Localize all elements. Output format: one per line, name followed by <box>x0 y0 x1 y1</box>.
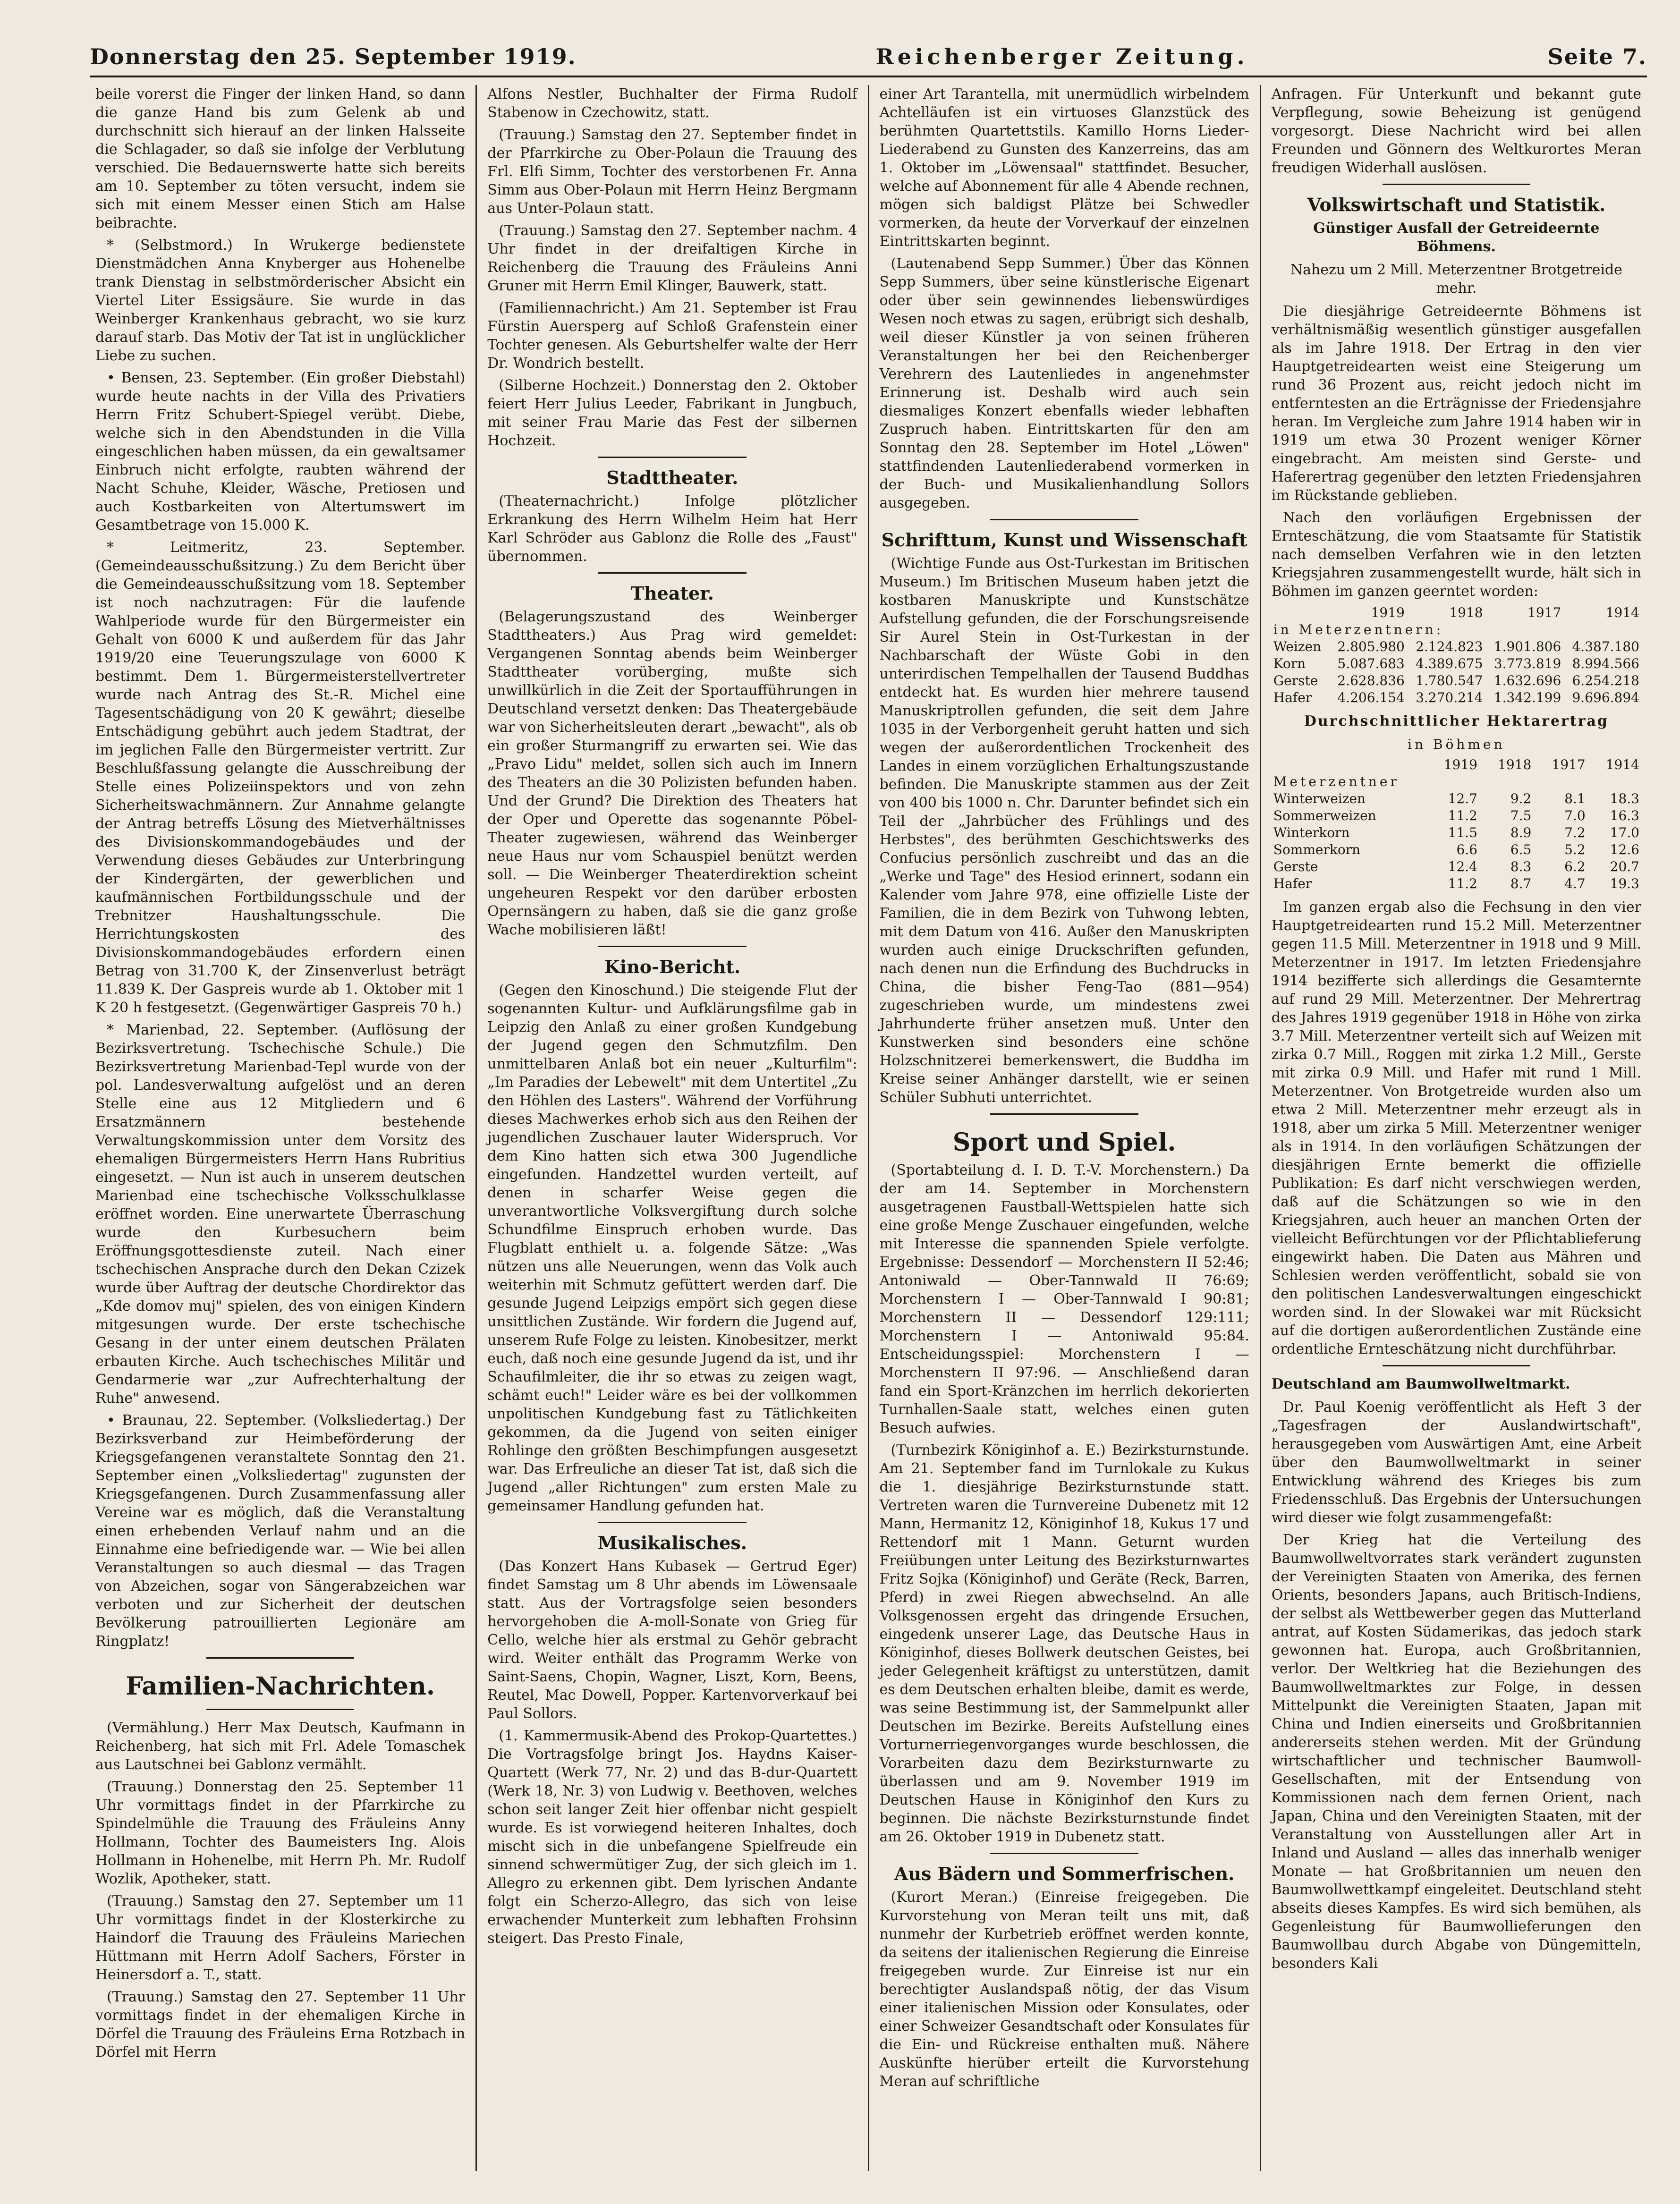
table-cell: Gerste <box>1273 673 1318 688</box>
column-1 <box>85 85 477 2171</box>
article-paragraph: * Leitmeritz, 23. September. (Gemeindeausschußsitzung.) Zu dem Bericht über die Gemeindeausschußsitzung vom 18. September ist noch nachzutragen: Für die laufende Wahlperiode wurde für den Bürgermeister ein Gehalt von 6000 K und außerdem für das Jahr 1919/20 eine Teuerungszulage von 6000 K bestimmt. Dem 1. Bürgermeisterstellvertreter wurde nach Antrag des St.-R. Michel eine Tagesentschädigung von 20 K gewährt; dieselbe Entschädigung gebührt auch jedem Stadtrat, der im jeglichen Falle den Bürgermeister vertritt. Zur Beschlußfassung gelangte die Ausschreibung der Stelle eines Polizeiinspektors und von zehn Sicherheitswachmännern. Zur Annahme gelangte der Antrag betreffs Lösung des Mietverhältnisses des Divisionskommandogebäudes und der Verwendung dieses Gebäudes zur Unterbringung der Kindergärten, der gewerblichen und kaufmännischen Fortbildungsschule und der Trebnitzer Haushaltungsschule. Die Herrichtungskosten des Divisionskommandogebäudes erfordern einen Betrag von 31.700 K, der Zinsenverlust beträgt 11.839 K. Der Gaspreis wurde ab 1. Oktober mit 1 K 20 h festgesetzt. (Gegenwärtiger Gaspreis 70 h.) <box>95 539 466 1016</box>
article-paragraph: (Theaternachricht.) Infolge plötzlicher Erkrankung des Herrn Wilhelm Heim hat Herr Karl Schröder aus Gablonz die Rolle des „Faust" übernommen. <box>487 493 857 565</box>
table-cell: 2.628.836 <box>1337 673 1405 688</box>
table-cell: 7.2 <box>1564 825 1586 840</box>
table-header-row <box>1272 604 1641 621</box>
article-paragraph: (Lautenabend Sepp Summer.) Über das Können Sepp Summers, über seine künstlerische Eigenart oder über sein gewinnendes liebenswürdiges Wesen noch etwas zu sagen, erübrigt sich deshalb, weil dieser Künstler ja von seinen früheren Veranstaltungen her bei den Reichenberger Verehrern des Lautenliedes in angenehmster Erinnerung ist. Deshalb wird auch sein diesmaliges Konzert ebenfalls wieder lebhaften Zuspruch haben. Eintrittskarten für den am Sonntag den 28. September im Hotel „Löwen" stattfindenden Lautenliederabend vormerken in der Buch- und Musikalienhandlung Sollors ausgegeben. <box>879 255 1249 511</box>
table-row <box>1272 790 1641 807</box>
table-row <box>1272 638 1641 655</box>
table-cell: 18.3 <box>1610 791 1639 806</box>
harvest-table <box>1272 604 1641 706</box>
section-heading-volkswirtschaft: Volkswirtschaft und Statistik. <box>1307 194 1606 215</box>
section-heading-stadttheater: Stadttheater. <box>606 467 738 488</box>
table-row <box>1272 841 1641 858</box>
table-subtitle: in Böhmen <box>1408 737 1505 752</box>
table-cell: 6.2 <box>1564 859 1586 874</box>
article-paragraph: (Trauung.) Samstag den 27. September 11 Uhr vormittags findet in der ehemaligen Kirche in Dörfel die Trauung des Fräuleins Erna Rotzbach in Dörfel mit Herrn <box>95 1989 466 2060</box>
table-cell: 4.7 <box>1564 876 1586 891</box>
table-cell: Hafer <box>1273 876 1312 891</box>
article-paragraph: beile vorerst die Finger der linken Hand, so dann die ganze Hand bis zum Gelenk ab und durchschnitt sich hierauf an der linken Halsseite die Schlagader, so daß sie infolge der Verblutung verschied. Die Bedauernswerte hatte sich bereits am 10. September zu töten versucht, indem sie sich mit einem Messer einen Stich am Halse beibrachte. <box>95 86 466 231</box>
article-paragraph: (Familiennachricht.) Am 21. September ist Frau Fürstin Auersperg auf Schloß Grafenstein einer Tochter genesen. Als Geburtshelfer walte der Herr Dr. Wondrich bestellt. <box>487 300 857 372</box>
article-paragraph: Die diesjährige Getreideernte Böhmens ist verhältnismäßig wesentlich günstiger ausgefallen als im Jahre 1918. Der Ertrag in den vier Hauptgetreidearten weist eine Steigerung um rund 36 Prozent aus, reicht jedoch nicht im entferntesten an die Erträgnisse der Friedensjahre heran. Im Vergleiche zum Jahre 1914 haben wir in 1919 um etwa 30 Prozent weniger Körner eingebracht. Am meisten sind Gerste- und Haferertrag gegenüber den letzten Friedensjahren im Rückstande geblieben. <box>1271 303 1641 504</box>
article-paragraph: einer Art Tarantella, mit unermüdlich wirbelndem Achtelläufen ist ein virtuoses Glanzstück des berühmten Quartettstils. Kamillo Horns Lieder-Liederabend zu Gunsten des Kanzerreins, das am 1. Oktober im „Löwensaal" stattfindet. Besucher, welche auf Abonnement für alle 4 Abende rechnen, mögen sich baldigst Plätze bei Schwedler vormerken, da heute der Vorverkauf der einzelnen Eintrittskarten beginnt. <box>879 86 1249 250</box>
table-header-cell: 1917 <box>1552 757 1586 772</box>
table-row <box>1272 807 1641 824</box>
article-paragraph: (Trauung.) Samstag den 27. September nachm. 4 Uhr findet in der dreifaltigen Kirche in Reichenberg die Trauung des Fräuleins Anni Gruner mit Herrn Emil Klinger, Bauwerk, statt. <box>487 222 857 294</box>
table-cell: 3.773.819 <box>1493 656 1561 671</box>
article-paragraph: (Trauung.) Donnerstag den 25. September 11 Uhr vormittags findet in der Pfarrkirche zu Spindelmühle die Trauung des Fräuleins Anny Hollmann, Tochter des Baumeisters Ing. Alois Hollmann in Hohenelbe, mit Herrn Ph. Mr. Rudolf Wozlik, Apotheker, statt. <box>95 1779 466 1887</box>
table-title: Durchschnittlicher Hektarertrag <box>1304 713 1609 729</box>
section-divider <box>206 1709 354 1710</box>
table-row <box>1272 672 1641 689</box>
table-cell: Winterkorn <box>1273 825 1350 840</box>
table-cell: 16.3 <box>1610 808 1639 823</box>
table-cell: 17.0 <box>1610 825 1639 840</box>
article-headline: Deutschland am Baumwollweltmarkt. <box>1271 1376 1570 1392</box>
table-cell: 11.2 <box>1448 808 1477 823</box>
table-cell: 7.5 <box>1510 808 1532 823</box>
article-paragraph: (Silberne Hochzeit.) Donnerstag den 2. Oktober feiert Herr Julius Leeder, Fabrikant in Jungbuch, mit seiner Frau Marie das Fest der silbernen Hochzeit. <box>487 377 857 449</box>
article-paragraph: • Bensen, 23. September. (Ein großer Diebstahl) wurde heute nachts in der Villa des Privatiers Herrn Fritz Schubert-Spiegel verübt. Diebe, welche sich in den Abendstunden in die Villa eingeschlichen haben müssen, da ein gewaltsamer Einbruch nicht erfolgte, raubten während der Nacht Schuhe, Kleider, Wäsche, Pretiosen und auch Kostbarkeiten von Altertumswert im Gesamtbetrage von 15.000 K. <box>95 370 466 534</box>
section-heading-musik: Musikalisches. <box>597 1532 747 1553</box>
table-cell: 19.3 <box>1610 876 1639 891</box>
article-columns <box>85 85 1652 2171</box>
table-row <box>1272 875 1641 892</box>
article-paragraph: * (Selbstmord.) In Wrukerge bedienstete Dienstmädchen Anna Knyberger aus Hohenelbe trank Dienstag in selbstmörderischer Absicht ein Viertel Liter Essigsäure. Sie wurde in das Weinberger Krankenhaus gebracht, wo sie kurz darauf starb. Das Motiv der Tat ist in unglücklicher Liebe zu suchen. <box>95 237 466 364</box>
article-paragraph: (Das Konzert Hans Kubasek — Gertrud Eger) findet Samstag um 8 Uhr abends im Löwensaale statt. Aus der Vortragsfolge seien besonders hervorgehoben die A-moll-Sonate von Grieg für Cello, welche hier als erstmal zu Gehör gebracht wird. Weiter enthält das Programm Werke von Saint-Saens, Chopin, Wagner, Liszt, Korn, Beens, Reutel, Mac Dowell, Popper. Kartenvorverkauf bei Paul Sollors. <box>487 1558 857 1722</box>
table-cell: 9.2 <box>1510 791 1532 806</box>
section-divider <box>1383 1365 1530 1366</box>
section-divider <box>990 519 1138 520</box>
article-paragraph: (Belagerungszustand des Weinberger Stadttheaters.) Aus Prag wird gemeldet: Vergangenen Sonntag abends beim Weinberger Stadttheater vorüberging, mußte sich unwillkürlich in die Zeit der Sportaufführungen in Deutschland versetzt denken: Das Theatergebäude war von Sicherheitsleuten derart „bewacht", als ob ein großer Sturmangriff zu erwarten sei. Wie das „Pravo Lidu" meldet, sollen sich auch im Innern des Theaters an die 30 Polizisten befunden haben. Und der Grund? Die Direktion des Theaters hat der Oper und Operette das sogenannte Pöbel-Theater zugewiesen, während das Weinberger neue Haus nur vom Schauspiel benützt werden soll. — Die Weinberger Theaterdirektion scheint ungeheuren Respekt vor den darüber erbosten Opernsängern zu haben, daß sie die ganz große Wache mobilisieren läßt! <box>487 609 857 938</box>
table-cell: 12.7 <box>1448 791 1477 806</box>
article-paragraph: (Wichtige Funde aus Ost-Turkestan im Britischen Museum.) Im Britischen Museum haben jetzt die kostbaren Manuskripte und Kunstschätze Aufstellung gefunden, die der Forschungsreisende Sir Aurel Stein in Ost-Turkestan in der Nachbarschaft der Wüste Gobi in den unterirdischen Tempelhallen der Tausend Buddhas entdeckt hat. Es wurden hier mehrere tausend Manuskriptrollen gefunden, die seit dem Jahre 1035 in der Verborgenheit geruht hatten und sich wegen der außerordentlichen Trockenheit des Landes in einem vorzüglichen Erhaltungszustande befinden. Die Manuskripte stammen aus der Zeit von 400 bis 1000 n. Chr. Darunter befindet sich ein Teil der „Jahrbücher des Frühlings und des Herbstes", des berühmten Geschichtswerks des Confucius persönlich zuschreibt und das an die „Werke und Tage" des Hesiod erinnert, sodann ein Kalender vom Jahre 978, eine offizielle Liste der Familien, die in dem Bezirk von Tuhwong lebten, mit dem Datum von 416. Außer den Manuskripten wurden auch einige Druckschriften gefunden, nach denen nun die Erfindung des Buchdrucks in China, die bisher Feng-Tao (881—954) zugeschrieben wurde, um mindestens zwei Jahrhunderte früher ansetzen muß. Unter den Kunstwerken sind besonders eine schöne Holzschnitzerei bemerkenswert, die Buddha im Kreise seiner Anhänger darstellt, wie er seinen Schüler Subhuti unterrichtet. <box>879 555 1249 1106</box>
article-paragraph: Im ganzen ergab also die Fechsung in den vier Hauptgetreidearten rund 15.2 Mill. Meterzentner gegen 11.5 Mill. Meterzentner in 1918 und 9 Mill. Meterzentner in 1917. Im letzten Friedensjahre 1914 bezifferte sich allerdings die Gesamternte auf rund 29 Mill. Meterzentner. Der Mehrertrag des Jahres 1919 gegenüber 1918 in Höhe von zirka 3.7 Mill. Meterzentner verteilt sich auf Weizen mit zirka 0.7 Mill., Roggen mit zirka 1.2 Mill., Gerste mit zirka 0.9 Mill. und Hafer mit rund 1 Mill. Meterzentner. Von Brotgetreide wurden also um etwa 2 Mill. Meterzentner mehr erzeugt als in 1918, aber um zirka 5 Mill. Meterzentner weniger als in 1914. In den vorläufigen Schätzungen der diesjährigen Ernte bemerkt die offizielle Publikation: Es darf nicht verschwiegen werden, daß auf die Schätzungen so wie in den Kriegsjahren, auch heuer an manchen Orten der vielleicht Befürchtungen vor der Pflichtablieferung eingewirkt haben. Die Daten aus Mähren und Schlesien werden veröffentlicht, sobald sie von den politischen Landesverwaltungen eingeschickt worden sind. In der Slowakei war mit Rücksicht auf die dortigen außerordentlichen Zustände eine ordentliche Ernteschätzung nicht durchführbar. <box>1271 899 1641 1357</box>
table-cell: Gerste <box>1273 859 1318 874</box>
article-paragraph: (Vermählung.) Herr Max Deutsch, Kaufmann in Reichenberg, hat sich mit Frl. Adele Tomaschek aus Lautschnei bei Gablonz vermählt. <box>95 1720 466 1773</box>
table-cell: 4.389.675 <box>1416 656 1483 671</box>
section-divider <box>990 1853 1138 1854</box>
article-paragraph: Der Krieg hat die Verteilung des Baumwollweltvorrates stark verändert zugunsten der Vereinigten Staaten von Amerika, des fernen Orients, besonders Japans, auch Britisch-Indiens, der selbst als Wettbewerber gegen das Mutterland antrat, auf Kosten Südamerikas, das jedoch stark gewonnen hat. Europa, auch Großbritannien, verlor. Der Weltkrieg hat die Beziehungen des Baumwollweltmarktes zur Folge, in dessen Mittelpunkt die Vereinigten Staaten, Japan mit China und Indien einerseits und Großbritannien andererseits stehen werden. Mit der Gründung wirtschaftlicher und technischer Baumwoll-Gesellschaften, mit der Entsendung von Kommissionen nach dem fernen Orient, nach Japan, China und den Vereinigten Staaten, mit der Veranstaltung von Ausstellungen aller Art in Inland und Ausland — alles das innerhalb weniger Monate — hat Großbritannien um neuen den Baumwollwettkampf eingeleitet. Deutschland steht abseits dieses Kampfes. Es wird sich bemühen, als Gegenleistung für Baumwollieferungen den Baumwollbau durch Abgabe von Düngemitteln, besonders Kali <box>1271 1532 1641 1972</box>
article-paragraph: (Trauung.) Samstag den 27. September findet in der Pfarrkirche zu Ober-Polaun die Trauung des Frl. Elfi Simm, Tochter des verstorbenen Fr. Anna Simm aus Ober-Polaun mit Herrn Heinz Bergmann aus Unter-Polaun statt. <box>487 127 857 217</box>
table-cell: 5.2 <box>1564 842 1586 857</box>
table-cell: 7.0 <box>1564 808 1586 823</box>
table-row <box>1272 858 1641 875</box>
table-row <box>1272 655 1641 672</box>
table-cell: 6.254.218 <box>1572 673 1639 688</box>
page-header <box>90 38 1647 77</box>
article-subheadline: Nahezu um 2 Mill. Meterzentner Brotgetreide mehr. <box>1290 262 1622 297</box>
table-header-row <box>1272 756 1641 773</box>
section-heading-kino: Kino-Bericht. <box>604 956 741 977</box>
article-headline: Günstiger Ausfall der Getreideernte Böhmens. <box>1313 220 1600 255</box>
section-divider <box>598 457 746 458</box>
table-cell: 4.387.180 <box>1572 639 1639 654</box>
section-divider <box>1383 184 1530 185</box>
article-paragraph: (Kurort Meran.) (Einreise freigegeben. Die Kurvorstehung von Meran teilt uns mit, daß nunmehr der Kurbetrieb eröffnet werden konnte, da seitens der italienischen Regierung die Einreise freigegeben wurde. Zur Einreise ist nur ein berechtigter Auslandspaß nötig, der das Visum einer italienischen Mission oder Konsulates, oder einer Schweizer Gesandtschaft oder Konsulates für die Ein- und Rückreise enthalten muß. Nähere Auskünfte hierüber erteilt die Kurvorstehung Meran auf schriftliche <box>879 1889 1249 2090</box>
table-cell: 8.1 <box>1564 791 1586 806</box>
article-paragraph: (Sportabteilung d. I. D. T.-V. Morchenstern.) Da der am 14. September in Morchenstern ausgetragenen Faustball-Wettspielen hatte sich eine große Menge Zuschauer eingefunden, welche mit Interesse die spannenden Spiele verfolgte. Ergebnisse: Dessendorf — Morchenstern II 52:46; Antoniwald — Ober-Tannwald II 76:69; Morchenstern I — Ober-Tannwald I 90:81; Morchenstern II — Dessendorf 129:111; Morchenstern I — Antoniwald 95:84. Entscheidungsspiel: Morchenstern I — Morchenstern II 97:96. — Anschließend daran fand ein Sport-Kränzchen im herrlich dekorierten Turnhallen-Saale statt, welches einen guten Besuch aufwies. <box>879 1162 1249 1436</box>
section-divider <box>598 946 746 947</box>
article-paragraph: Anfragen. Für Unterkunft und bekannt gute Verpflegung, sowie Beheizung ist genügend vorgesorgt. Diese Nachricht wird bei allen Freunden und Gönnern des Weltkurortes Meran freudigen Widerhall auslösen. <box>1271 86 1641 176</box>
section-heading-baeder: Aus Bädern und Sommerfrischen. <box>894 1863 1235 1884</box>
table-cell: Sommerkorn <box>1273 842 1361 857</box>
table-row <box>1272 824 1641 841</box>
table-caption: Meterzentner <box>1273 774 1400 789</box>
table-cell: Korn <box>1273 656 1306 671</box>
table-cell: 11.5 <box>1448 825 1477 840</box>
column-4 <box>1261 85 1652 2171</box>
table-header-cell: 1914 <box>1605 757 1639 772</box>
table-cell: 8.3 <box>1510 859 1532 874</box>
table-cell: Weizen <box>1273 639 1322 654</box>
article-paragraph: (1. Kammermusik-Abend des Prokop-Quartettes.) Die Vortragsfolge bringt Jos. Haydns Kaiser-Quartett (Werk 77, Nr. 2) und das B-dur-Quartett (Werk 18, Nr. 3) von Ludwig v. Beethoven, welches schon seit langer Zeit hier offenbar nicht gespielt wurde. Es ist vorwiegend heiteren Inhaltes, doch mischt sich in die unbefangene Spielfreude ein sinnend schwermütiger Zug, der sich gleich im 1. Allegro zu erkennen gibt. Dem lyrischen Andante folgt ein Scherzo-Allegro, das sich von leise erwachender Munterkeit zum lebhaften Frohsinn steigert. Das Presto Finale, <box>487 1728 857 1947</box>
table-cell: 2.805.980 <box>1337 639 1405 654</box>
column-2 <box>477 85 869 2171</box>
section-divider <box>598 572 746 574</box>
table-header-cell: 1914 <box>1605 605 1639 620</box>
table-header-cell: 1917 <box>1527 605 1561 620</box>
newspaper-title: Reichenberger Zeitung. <box>875 44 1248 69</box>
table-header-cell: 1919 <box>1443 757 1477 772</box>
table-cell: 8.7 <box>1510 876 1532 891</box>
table-cell: 1.901.806 <box>1493 639 1561 654</box>
article-paragraph: (Turnbezirk Königinhof a. E.) Bezirksturnstunde. Am 21. September fand im Turnlokale zu Kukus die 1. diesjährige Bezirksturnstunde statt. Vertreten waren die Turnvereine Dubenetz mit 12 Mann, Hermanitz 12, Königinhof 18, Kukus 17 und Rettendorf mit 1 Mann. Geturnt wurden Freiübungen unter Leitung des Bezirksturnwartes Fritz Sojka (Königinhof) und Geräte (Reck, Barren, Pferd) in zwei Riegen abwechselnd. An alle Volksgenossen ergeht das dringende Ersuchen, eingedenk unserer Lage, das Deutsche Haus in Königinhof, dieses Bollwerk deutschen Geistes, bei jeder Gelegenheit kräftigst zu unterstützen, damit es dem Deutschen erhalten bleibe, damit es werde, was seine Bestimmung ist, der Sammelpunkt aller Deutschen im Bezirke. Bereits Aufstellung eines Vorturnerriegenvorganges wurde beschlossen, die Vorarbeiten dazu dem Bezirksturnwarte zu überlassen und am 9. November 1919 im Deutschen Hause in Königinhof den Kurs zu beginnen. Die nächste Bezirksturnstunde findet am 26. Oktober 1919 in Dubenetz statt. <box>879 1442 1249 1845</box>
table-header-cell: 1918 <box>1449 605 1483 620</box>
table-cell: 2.124.823 <box>1416 639 1483 654</box>
article-paragraph: (Trauung.) Samstag den 27. September um 11 Uhr vormittags findet in der Klosterkirche zu Haindorf die Trauung des Fräuleins Mariechen Hüttmann mit Herrn Adolf Sachers, Förster in Heinersdorf a. T., statt. <box>95 1893 466 1983</box>
section-heading-sport: Sport und Spiel. <box>952 1128 1176 1157</box>
table-header-cell: 1919 <box>1371 605 1405 620</box>
table-cell: 5.087.683 <box>1337 656 1405 671</box>
section-divider <box>206 1657 354 1659</box>
article-paragraph: * Marienbad, 22. September. (Auflösung der Bezirksvertretung. Tschechische Schule.) Die Bezirksvertretung Marienbad-Tepl wurde von der pol. Landesverwaltung aufgelöst und an deren Stelle eine aus 12 Mitgliedern und 6 Ersatzmännern bestehende Verwaltungskommission unter dem Vorsitz des ehemaligen Bürgermeisters Herrn Hans Rubritius eingesetzt. — Nun ist auch in unserem deutschen Marienbad eine tschechische Volksschulklasse eröffnet worden. Eine unerwartete Überraschung wurde den Kurbesuchern beim Eröffnungsgottesdienste zuteil. Nach einer tschechischen Ansprache durch den Dekan Czizek wurde über Auftrag der deutsche Chordirektor das „Kde domov muj" spielen, des von einigen Kindern mitgesungen wurde. Der erste tschechische Gesang in der unter einem deutschen Prälaten erbauten Kirche. Auch tschechisches Militär und Gendarmerie war „zur Aufrechterhaltung der Ruhe" anwesend. <box>95 1022 466 1407</box>
header-date: Donnerstag den 25. September 1919. <box>90 44 577 69</box>
yield-table <box>1272 756 1641 892</box>
article-paragraph: Dr. Paul Koenig veröffentlicht als Heft 3 der „Tagesfragen der Auslandwirtschaft", herausgegeben vom Auswärtigen Amt, eine Arbeit über den Baumwollweltmarkt in seiner Entwicklung während des Krieges bis zum Friedensschluß. Das Ergebnis der Untersuchungen wird dieser wie folgt zusammengefaßt: <box>1271 1399 1641 1526</box>
table-cell: Winterweizen <box>1273 791 1366 806</box>
section-heading-theater: Theater. <box>630 583 714 604</box>
table-cell: 12.6 <box>1610 842 1639 857</box>
section-heading-schrifttum: Schrifttum, Kunst und Wissenschaft <box>881 529 1247 551</box>
table-cell: 9.696.894 <box>1572 690 1639 705</box>
table-cell: 11.2 <box>1448 876 1477 891</box>
table-cell: 1.342.199 <box>1493 690 1561 705</box>
table-cell: Hafer <box>1273 690 1312 705</box>
table-cell: 1.632.696 <box>1493 673 1561 688</box>
table-cell: 6.5 <box>1510 842 1532 857</box>
page-number: Seite 7. <box>1547 44 1647 69</box>
article-paragraph: Alfons Nestler, Buchhalter der Firma Rudolf Stabenow in Czechowitz, statt. <box>487 86 857 121</box>
table-row <box>1272 689 1641 706</box>
article-paragraph: Nach den vorläufigen Ergebnissen der Ernteschätzung, die vom Staatsamte für Statistik nach demselben Verfahren wie in den letzten Kriegsjahren zusammengestellt wurde, hält sich in Böhmen im ganzen geerntet worden: <box>1271 509 1641 600</box>
table-cell: 8.994.566 <box>1572 656 1639 671</box>
table-cell: 20.7 <box>1610 859 1639 874</box>
table-header-cell: 1918 <box>1498 757 1532 772</box>
table-cell: 6.6 <box>1456 842 1477 857</box>
column-3 <box>869 85 1261 2171</box>
table-cell: 4.206.154 <box>1337 690 1405 705</box>
table-cell: 8.9 <box>1510 825 1532 840</box>
section-heading-family-news: Familien-Nachrichten. <box>126 1672 435 1701</box>
table-cell: Sommerweizen <box>1273 808 1376 823</box>
table-cell: 3.270.214 <box>1416 690 1483 705</box>
table-caption: in Meterzentnern: <box>1273 622 1444 637</box>
table-cell: 12.4 <box>1448 859 1477 874</box>
table-cell: 1.780.547 <box>1416 673 1483 688</box>
article-paragraph: (Gegen den Kinoschund.) Die steigende Flut der sogenannten Kultur- und Aufklärungsfilme gab in Leipzig den Anlaß zu einer großen Kundgebung der Jugend gegen den Schmutzfilm. Den unmittelbaren Anlaß bot ein neuer „Kulturfilm": „Im Paradies der Lebewelt" mit dem Untertitel „Zu den Höhlen des Lasters". Während der Vorführung dieses Machwerkes erhob sich aus den Reihen der jugendlichen Zuschauer lauter Widerspruch. Vor dem Kino hatten sich etwa 300 Jugendliche eingefunden. Handzettel wurden verteilt, auf denen in scharfer Weise gegen die unverantwortliche Volksvergiftung durch solche Schundfilme Einspruch erhoben wurde. Das Flugblatt enthielt u. a. folgende Sätze: „Was nützen uns alle Neuerungen, wenn das Volk auch weiterhin mit Schmutz gefüttert werden darf. Die gesunde Jugend Leipzigs empört sich gegen diese unsittlichen Zustände. Wir fordern die Jugend auf, unserem Rufe Folge zu leisten. Kinobesitzer, merkt euch, daß noch eine gesunde Jugend da ist, und ihr Schaufilmleiter, die ihr so etwas zu zeigen wagt, schämt euch!" Leider wäre es bei der vollkommen unpolitischen Kundgebung fast zu Tätlichkeiten gekommen, da die Jugend von seiten einiger Rohlinge den größten Beschimpfungen ausgesetzt war. Das Erfreuliche an dieser Tat ist, daß sich die Jugend „aller Richtungen" zum ersten Male zu gemeinsamer Handlung gefunden hat. <box>487 982 857 1514</box>
section-divider <box>990 1113 1138 1115</box>
section-divider <box>598 1522 746 1523</box>
article-paragraph: • Braunau, 22. September. (Volksliedertag.) Der Bezirksverband zur Heimbeförderung der Kriegsgefangenen veranstaltete Sonntag den 21. September einen „Volksliedertag" zugunsten der Kriegsgefangenen. Durch Zusammenfassung aller Vereine war es möglich, daß die Veranstaltung einen erhebenden Verlauf nahm und an die Einnahme eine befriedigende war. — Wie bei allen Veranstaltungen so auch diesmal — das Tragen von Abzeichen, sogar von Sängerabzeichen war verboten und zur Sicherheit der deutschen Bevölkerung patrouillierten Legionäre am Ringplatz! <box>95 1412 466 1650</box>
